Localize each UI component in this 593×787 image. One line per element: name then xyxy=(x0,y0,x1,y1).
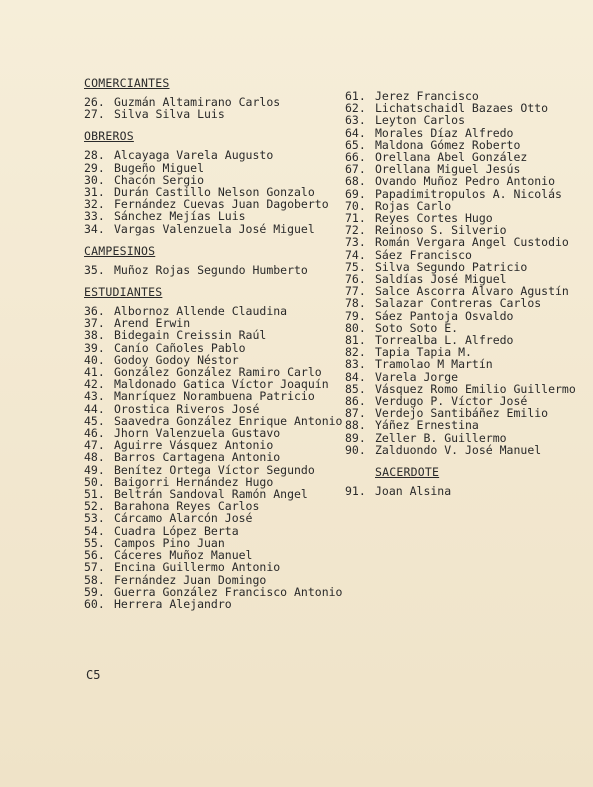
list-item: 58. Fernández Juan Domingo xyxy=(84,572,267,587)
list-item: 63. Leyton Carlos xyxy=(345,113,466,128)
list-item: 80. Soto Soto E. xyxy=(345,320,459,335)
list-item: 66. Orellana Abel González xyxy=(345,150,528,165)
list-item: 50. Baigorri Hernández Hugo xyxy=(84,474,274,489)
list-item: 85. Vásquez Romo Emilio Guillermo xyxy=(345,381,576,396)
list-item: 77. Salce Ascorra Alvaro Agustín xyxy=(345,284,569,299)
list-item: 32. Fernández Cuevas Juan Dagoberto xyxy=(84,197,329,212)
list-item: 43. Manríquez Norambuena Patricio xyxy=(84,389,315,404)
list-item: 40. Godoy Godoy Néstor xyxy=(84,352,239,367)
list-item: 42. Maldonado Gatica Víctor Joaquín xyxy=(84,377,329,392)
list-item: 87. Verdejo Santibáñez Emilio xyxy=(345,406,549,421)
list-item: 27. Silva Silva Luis xyxy=(84,107,225,122)
list-item: 47. Aguirre Vásquez Antonio xyxy=(84,438,274,453)
list-item: 74. Sáez Francisco xyxy=(345,247,472,262)
list-item: 38. Bidegain Creissin Raúl xyxy=(84,328,267,343)
list-item: 49. Benítez Ortega Víctor Segundo xyxy=(84,462,315,477)
list-item: 51. Beltrán Sandoval Ramón Angel xyxy=(84,487,308,502)
section-heading-campesinos: CAMPESINOS xyxy=(84,243,156,258)
list-item: 33. Sánchez Mejías Luis xyxy=(84,209,246,224)
section-heading-obreros: OBREROS xyxy=(84,129,134,144)
list-item: 54. Cuadra López Berta xyxy=(84,523,239,538)
list-item: 67. Orellana Miguel Jesús xyxy=(345,162,521,177)
list-item: 90. Zalduondo V. José Manuel xyxy=(345,442,542,457)
list-item: 29. Bugeño Miguel xyxy=(84,160,205,175)
list-item: 89. Zeller B. Guillermo xyxy=(345,430,507,445)
list-item: 72. Reinoso S. Silverio xyxy=(345,223,507,238)
list-item: 57. Encina Guillermo Antonio xyxy=(84,560,281,575)
list-item: 84. Varela Jorge xyxy=(345,369,459,384)
right-column xyxy=(345,90,585,497)
list-item: 53. Cárcamo Alarcón José xyxy=(84,511,253,526)
list-item: 56. Cáceres Muñoz Manuel xyxy=(84,548,253,563)
list-item: 68. Ovando Muñoz Pedro Antonio xyxy=(345,174,556,189)
list-item: 44. Orostica Riveros José xyxy=(84,401,260,416)
list-item: 35. Muñoz Rojas Segundo Humberto xyxy=(84,262,308,277)
list-item: 73. Román Vergara Angel Custodio xyxy=(345,235,569,250)
list-item: 52. Barahona Reyes Carlos xyxy=(84,499,260,514)
list-item: 70. Rojas Carlo xyxy=(345,198,452,213)
list-item: 28. Alcayaga Varela Augusto xyxy=(84,148,274,163)
section-heading-comerciantes: COMERCIANTES xyxy=(84,76,170,90)
list-item: 34. Vargas Valenzuela José Miguel xyxy=(84,221,315,236)
page-code: C5 xyxy=(86,668,101,682)
list-item: 39. Canío Cañoles Pablo xyxy=(84,340,246,355)
list-item: 61. Jerez Francisco xyxy=(345,89,479,103)
list-item: 37. Arend Erwin xyxy=(84,316,191,331)
list-item: 45. Saavedra González Enrique Antonio xyxy=(84,413,343,428)
list-item: 26. Guzmán Altamirano Carlos xyxy=(84,95,281,109)
list-item: 64. Morales Díaz Alfredo xyxy=(345,125,514,140)
list-item: 88. Yáñez Ernestina xyxy=(345,418,479,433)
section-heading-sacerdote: SACERDOTE xyxy=(375,465,440,480)
list-item: 81. Torrealba L. Alfredo xyxy=(345,333,514,348)
list-item: 62. Lichatschaidl Bazaes Otto xyxy=(345,101,549,116)
list-item: 83. Tramolao M Martín xyxy=(345,357,493,372)
list-item: 41. González González Ramiro Carlo xyxy=(84,365,322,380)
list-item: 48. Barros Cartagena Antonio xyxy=(84,450,281,465)
list-item: 59. Guerra González Francisco Antonio xyxy=(84,584,343,599)
section-heading-estudiantes: ESTUDIANTES xyxy=(84,285,163,300)
list-item: 79. Sáez Pantoja Osvaldo xyxy=(345,308,514,323)
list-item: 91. Joan Alsina xyxy=(345,484,452,499)
list-item: 69. Papadimitropulos A. Nicolás xyxy=(345,186,562,201)
list-item: 86. Verdugo P. Víctor José xyxy=(345,394,528,409)
list-item: 71. Reyes Cortes Hugo xyxy=(345,211,493,226)
list-item: 82. Tapia Tapia M. xyxy=(345,345,472,360)
list-item: 75. Silva Segundo Patricio xyxy=(345,259,528,274)
left-column xyxy=(84,76,360,610)
list-item: 60. Herrera Alejandro xyxy=(84,596,232,611)
list-item: 55. Campos Pino Juan xyxy=(84,535,225,550)
list-item: 30. Chacón Sergio xyxy=(84,172,205,187)
list-item: 65. Maldona Gómez Roberto xyxy=(345,137,521,152)
list-item: 31. Durán Castillo Nelson Gonzalo xyxy=(84,185,315,200)
list-item: 76. Saldías José Miguel xyxy=(345,272,507,287)
list-item: 46. Jhorn Valenzuela Gustavo xyxy=(84,426,281,441)
list-item: 36. Albornoz Allende Claudina xyxy=(84,304,288,319)
list-item: 78. Salazar Contreras Carlos xyxy=(345,296,542,311)
